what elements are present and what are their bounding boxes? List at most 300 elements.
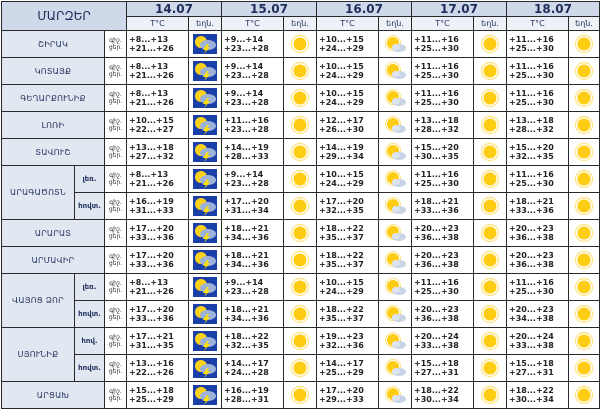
day-temperature: +25...+30 [414,179,459,188]
temperature-cell [317,247,379,274]
day-temperature: +32...+35 [224,341,269,350]
temperature-cell [222,85,284,112]
night-temperature: +15...+20 [414,143,459,152]
day-temperature: +23...+28 [224,179,269,188]
temperature-cell [412,247,474,274]
region-row [2,58,600,85]
day-temperature: +24...+28 [224,368,269,377]
day-temperature: +25...+30 [414,287,459,296]
night-temperature: +18...+21 [414,197,459,206]
night-temperature: +18...+22 [509,386,554,395]
day-label: ցեր. [108,98,123,105]
weather-icon-cell [284,31,317,58]
day-temperature: +22...+26 [129,368,174,377]
night-temperature: +17...+20 [129,224,174,233]
weather-icon-cell [379,166,412,193]
night-label: գիշ. [109,361,122,368]
temperature-cell [222,112,284,139]
weather-icon-cell [189,31,222,58]
weather-icon-cell [379,112,412,139]
weather-icon-cell [474,382,507,409]
day-temperature: +21...+26 [129,179,174,188]
region-name: ՇԻՐԱԿ [2,31,105,58]
night-temperature: +15...+18 [414,359,459,368]
night-temperature: +20...+23 [414,251,459,260]
day-temperature: +24...+29 [319,98,364,107]
region-row [2,85,600,112]
day-temperature: +33...+36 [129,314,174,323]
sun-icon [284,115,316,135]
time-of-day-labels [105,382,127,409]
weather-icon-cell [474,31,507,58]
night-temperature: +18...+21 [509,197,554,206]
day-temperature: +23...+28 [224,287,269,296]
temperature-cell [412,274,474,301]
sun-cloud-icon [379,142,411,162]
sun-icon [474,385,506,405]
day-label: ցեր. [108,287,123,294]
sun-icon [284,88,316,108]
day-temperature: +31...+34 [224,206,269,215]
night-label: գիշ. [109,145,122,152]
temperature-cell [507,85,569,112]
weather-icon-cell [189,301,222,328]
temperature-cell [412,220,474,247]
day-temperature: +26...+30 [319,125,364,134]
temperature-cell [317,31,379,58]
temperature-cell [127,301,189,328]
thunderstorm-icon [189,61,221,81]
temperature-cell [507,58,569,85]
date-header: 18.07 [507,2,600,17]
day-temperature: +33...+36 [129,233,174,242]
weather-icon-cell [284,220,317,247]
day-temperature: +23...+28 [224,125,269,134]
night-temperature: +18...+22 [224,332,269,341]
temperature-cell [507,193,569,220]
temperature-cell [412,31,474,58]
thunderstorm-icon [189,331,221,351]
night-temperature: +12...+17 [319,116,364,125]
weather-icon-cell [284,139,317,166]
sun-icon [474,142,506,162]
day-temperature: +36...+38 [414,260,459,269]
thunderstorm-icon [189,223,221,243]
day-temperature: +32...+35 [509,152,554,161]
night-temperature: +20...+23 [509,305,554,314]
day-temperature: +33...+36 [509,206,554,215]
weather-icon-cell [189,247,222,274]
temperature-cell [222,166,284,193]
temperature-cell [127,139,189,166]
sun-icon [569,196,599,216]
sun-icon [474,358,506,378]
day-temperature: +32...+35 [319,206,364,215]
temperature-cell [127,193,189,220]
sun-icon [474,169,506,189]
day-temperature: +24...+29 [319,179,364,188]
weather-icon-cell [189,139,222,166]
temperature-cell [317,166,379,193]
night-temperature: +11...+16 [224,116,269,125]
temperature-cell [507,274,569,301]
temperature-cell [127,382,189,409]
night-temperature: +9...+14 [224,35,264,44]
day-temperature: +29...+33 [319,395,364,404]
temperature-cell [317,139,379,166]
sun-icon [569,385,599,405]
temp-subheader: T°C [127,17,189,31]
day-label: ցեր. [108,206,123,213]
sun-icon [569,277,599,297]
sun-icon [474,304,506,324]
temperature-cell [507,166,569,193]
night-temperature: +15...+18 [509,359,554,368]
night-temperature: +10...+15 [129,116,174,125]
thunderstorm-icon [189,142,221,162]
sun-icon [284,169,316,189]
night-temperature: +11...+16 [414,170,459,179]
temperature-cell [507,220,569,247]
night-temperature: +8...+13 [129,278,169,287]
weather-icon-cell [379,247,412,274]
weather-icon-cell [474,328,507,355]
day-temperature: +25...+29 [319,368,364,377]
temperature-cell [127,166,189,193]
day-label: ցեր. [108,395,123,402]
weather-icon-cell [379,139,412,166]
temperature-cell [412,85,474,112]
weather-icon-cell [569,247,600,274]
region-row [2,139,600,166]
night-temperature: +14...+17 [224,359,269,368]
day-temperature: +33...+36 [129,260,174,269]
temperature-cell [507,328,569,355]
day-temperature: +25...+30 [414,44,459,53]
night-temperature: +18...+21 [224,224,269,233]
day-temperature: +21...+26 [129,98,174,107]
sun-icon [474,331,506,351]
day-temperature: +34...+36 [224,260,269,269]
day-temperature: +27...+31 [414,368,459,377]
sun-icon [474,88,506,108]
temperature-cell [412,355,474,382]
sun-cloud-icon [379,331,411,351]
region-part-label: հովտ. [75,355,105,382]
temperature-cell [317,85,379,112]
temp-subheader: T°C [222,17,284,31]
weather-icon-cell [474,247,507,274]
region-name: ԳԵՂԱՐՔՈՒՆԻՔ [2,85,105,112]
night-temperature: +17...+20 [224,197,269,206]
weather-icon-cell [474,274,507,301]
day-temperature: +33...+38 [509,341,554,350]
night-temperature: +17...+20 [319,197,364,206]
time-of-day-labels [105,247,127,274]
night-temperature: +14...+17 [319,359,364,368]
night-temperature: +9...+14 [224,278,264,287]
temperature-cell [317,382,379,409]
night-temperature: +8...+13 [129,170,169,179]
region-row [2,166,600,193]
weather-icon-cell [284,112,317,139]
temperature-cell [222,139,284,166]
time-of-day-labels [105,112,127,139]
temperature-cell [317,328,379,355]
thunderstorm-icon [189,250,221,270]
time-of-day-labels [105,220,127,247]
night-temperature: +16...+19 [129,197,174,206]
region-name: ՏԱՎՈՒՇ [2,139,105,166]
weather-icon-cell [189,58,222,85]
date-header: 15.07 [222,2,317,17]
day-label: ցեր. [108,233,123,240]
day-temperature: +21...+26 [129,287,174,296]
sun-icon [569,61,599,81]
temp-subheader: T°C [317,17,379,31]
region-name: ԿՈՏԱՅՔ [2,58,105,85]
region-part-label: հովտ. [75,193,105,220]
time-of-day-labels [105,31,127,58]
region-name: ՍՅՈՒՆԻՔ [2,328,75,382]
day-temperature: +30...+35 [414,152,459,161]
day-temperature: +23...+28 [224,98,269,107]
day-temperature: +34...+36 [224,233,269,242]
region-name: ԱՐԱՐԱՏ [2,220,105,247]
weather-icon-cell [569,31,600,58]
day-temperature: +24...+29 [319,287,364,296]
day-temperature: +33...+38 [414,341,459,350]
day-temperature: +27...+32 [129,152,174,161]
weather-icon-cell [189,328,222,355]
day-temperature: +25...+29 [129,395,174,404]
day-temperature: +21...+26 [129,71,174,80]
night-temperature: +10...+15 [319,62,364,71]
weather-icon-cell [379,328,412,355]
night-temperature: +9...+14 [224,62,264,71]
weather-icon-cell [569,382,600,409]
region-row [2,31,600,58]
night-temperature: +11...+16 [414,35,459,44]
weather-icon-cell [569,220,600,247]
night-temperature: +9...+14 [224,89,264,98]
temperature-cell [222,301,284,328]
weather-icon-cell [569,274,600,301]
night-temperature: +13...+18 [509,116,554,125]
sun-cloud-icon [379,61,411,81]
regions-header: ՄԱՐԶԵՐ [2,2,127,31]
temp-subheader: T°C [412,17,474,31]
time-of-day-labels [105,139,127,166]
night-label: գիշ. [109,307,122,314]
region-part-label: լեռ. [75,274,105,301]
weather-icon-cell [379,220,412,247]
temperature-cell [127,355,189,382]
day-temperature: +29...+34 [319,152,364,161]
sun-icon [569,223,599,243]
night-temperature: +18...+21 [224,305,269,314]
day-temperature: +32...+36 [319,341,364,350]
sun-icon [474,223,506,243]
weather-subheader: եղն. [189,17,222,31]
day-temperature: +36...+38 [509,233,554,242]
night-temperature: +15...+20 [509,143,554,152]
temperature-cell [127,220,189,247]
weather-icon-cell [379,382,412,409]
weather-icon-cell [189,274,222,301]
night-temperature: +17...+20 [319,386,364,395]
day-temperature: +21...+26 [129,44,174,53]
temperature-cell [412,193,474,220]
weather-icon-cell [379,274,412,301]
region-row [2,247,600,274]
sun-icon [474,277,506,297]
region-row [2,274,600,301]
day-label: ցեր. [108,368,123,375]
day-label: ցեր. [108,179,123,186]
day-temperature: +23...+28 [224,71,269,80]
weather-icon-cell [379,85,412,112]
temperature-cell [317,355,379,382]
temperature-cell [412,301,474,328]
temperature-cell [507,301,569,328]
night-temperature: +17...+20 [129,251,174,260]
night-temperature: +19...+23 [319,332,364,341]
day-temperature: +28...+33 [224,152,269,161]
sun-icon [284,250,316,270]
temperature-cell [127,247,189,274]
day-temperature: +25...+30 [509,179,554,188]
weather-icon-cell [284,274,317,301]
temperature-cell [507,382,569,409]
weather-icon-cell [284,382,317,409]
weather-icon-cell [379,193,412,220]
weather-icon-cell [569,112,600,139]
weather-icon-cell [474,301,507,328]
day-temperature: +36...+38 [414,314,459,323]
night-temperature: +10...+15 [319,89,364,98]
thunderstorm-icon [189,304,221,324]
temperature-cell [507,247,569,274]
night-temperature: +11...+16 [509,62,554,71]
weather-icon-cell [189,112,222,139]
night-temperature: +17...+20 [129,305,174,314]
region-row [2,355,600,382]
weather-icon-cell [474,193,507,220]
thunderstorm-icon [189,115,221,135]
day-temperature: +23...+28 [224,44,269,53]
sun-icon [474,115,506,135]
night-temperature: +11...+16 [414,62,459,71]
sun-cloud-icon [379,385,411,405]
temperature-cell [222,382,284,409]
day-label: ցեր. [108,152,123,159]
night-label: գիշ. [109,226,122,233]
weather-icon-cell [284,355,317,382]
day-temperature: +25...+30 [509,98,554,107]
weather-subheader: եղն. [379,17,412,31]
region-row [2,112,600,139]
sun-icon [284,358,316,378]
night-temperature: +18...+22 [414,386,459,395]
night-temperature: +14...+19 [319,143,364,152]
temperature-cell [317,274,379,301]
night-temperature: +20...+23 [414,305,459,314]
weather-icon-cell [189,382,222,409]
night-temperature: +20...+23 [414,224,459,233]
region-row [2,220,600,247]
day-temperature: +25...+30 [509,287,554,296]
region-name: ՎԱՅՈՑ ՁՈՐ [2,274,75,328]
day-temperature: +28...+32 [414,125,459,134]
night-temperature: +8...+13 [129,62,169,71]
temperature-cell [507,31,569,58]
weather-icon-cell [569,166,600,193]
sun-icon [474,250,506,270]
night-temperature: +11...+16 [414,278,459,287]
night-temperature: +11...+16 [509,35,554,44]
night-temperature: +11...+16 [414,89,459,98]
night-label: գիշ. [109,37,122,44]
temperature-cell [412,58,474,85]
sun-icon [569,304,599,324]
temperature-cell [507,139,569,166]
night-temperature: +20...+24 [509,332,554,341]
day-temperature: +22...+27 [129,125,174,134]
time-of-day-labels [105,328,127,355]
region-row [2,382,600,409]
sun-icon [284,142,316,162]
forecast-body [2,31,600,409]
sun-icon [569,250,599,270]
thunderstorm-icon [189,385,221,405]
night-temperature: +13...+18 [414,116,459,125]
weather-icon-cell [379,58,412,85]
temperature-cell [127,85,189,112]
temperature-cell [222,31,284,58]
thunderstorm-icon [189,358,221,378]
weather-icon-cell [284,58,317,85]
temperature-cell [222,247,284,274]
region-part-label: հով. [75,328,105,355]
region-row [2,193,600,220]
day-temperature: +35...+37 [319,260,364,269]
sun-icon [569,358,599,378]
weather-icon-cell [189,85,222,112]
night-temperature: +9...+14 [224,170,264,179]
day-temperature: +30...+34 [509,395,554,404]
time-of-day-labels [105,166,127,193]
weather-icon-cell [474,355,507,382]
night-temperature: +18...+21 [224,251,269,260]
weather-icon-cell [189,193,222,220]
night-temperature: +16...+19 [224,386,269,395]
thunderstorm-icon [189,169,221,189]
sun-icon [474,196,506,216]
weather-subheader: եղն. [284,17,317,31]
temperature-cell [127,58,189,85]
day-temperature: +25...+30 [414,71,459,80]
sun-cloud-icon [379,196,411,216]
night-temperature: +18...+22 [319,251,364,260]
sun-icon [284,196,316,216]
weather-icon-cell [569,58,600,85]
day-temperature: +30...+34 [414,395,459,404]
sun-cloud-icon [379,223,411,243]
weather-icon-cell [569,355,600,382]
day-temperature: +27...+31 [509,368,554,377]
weather-icon-cell [474,220,507,247]
